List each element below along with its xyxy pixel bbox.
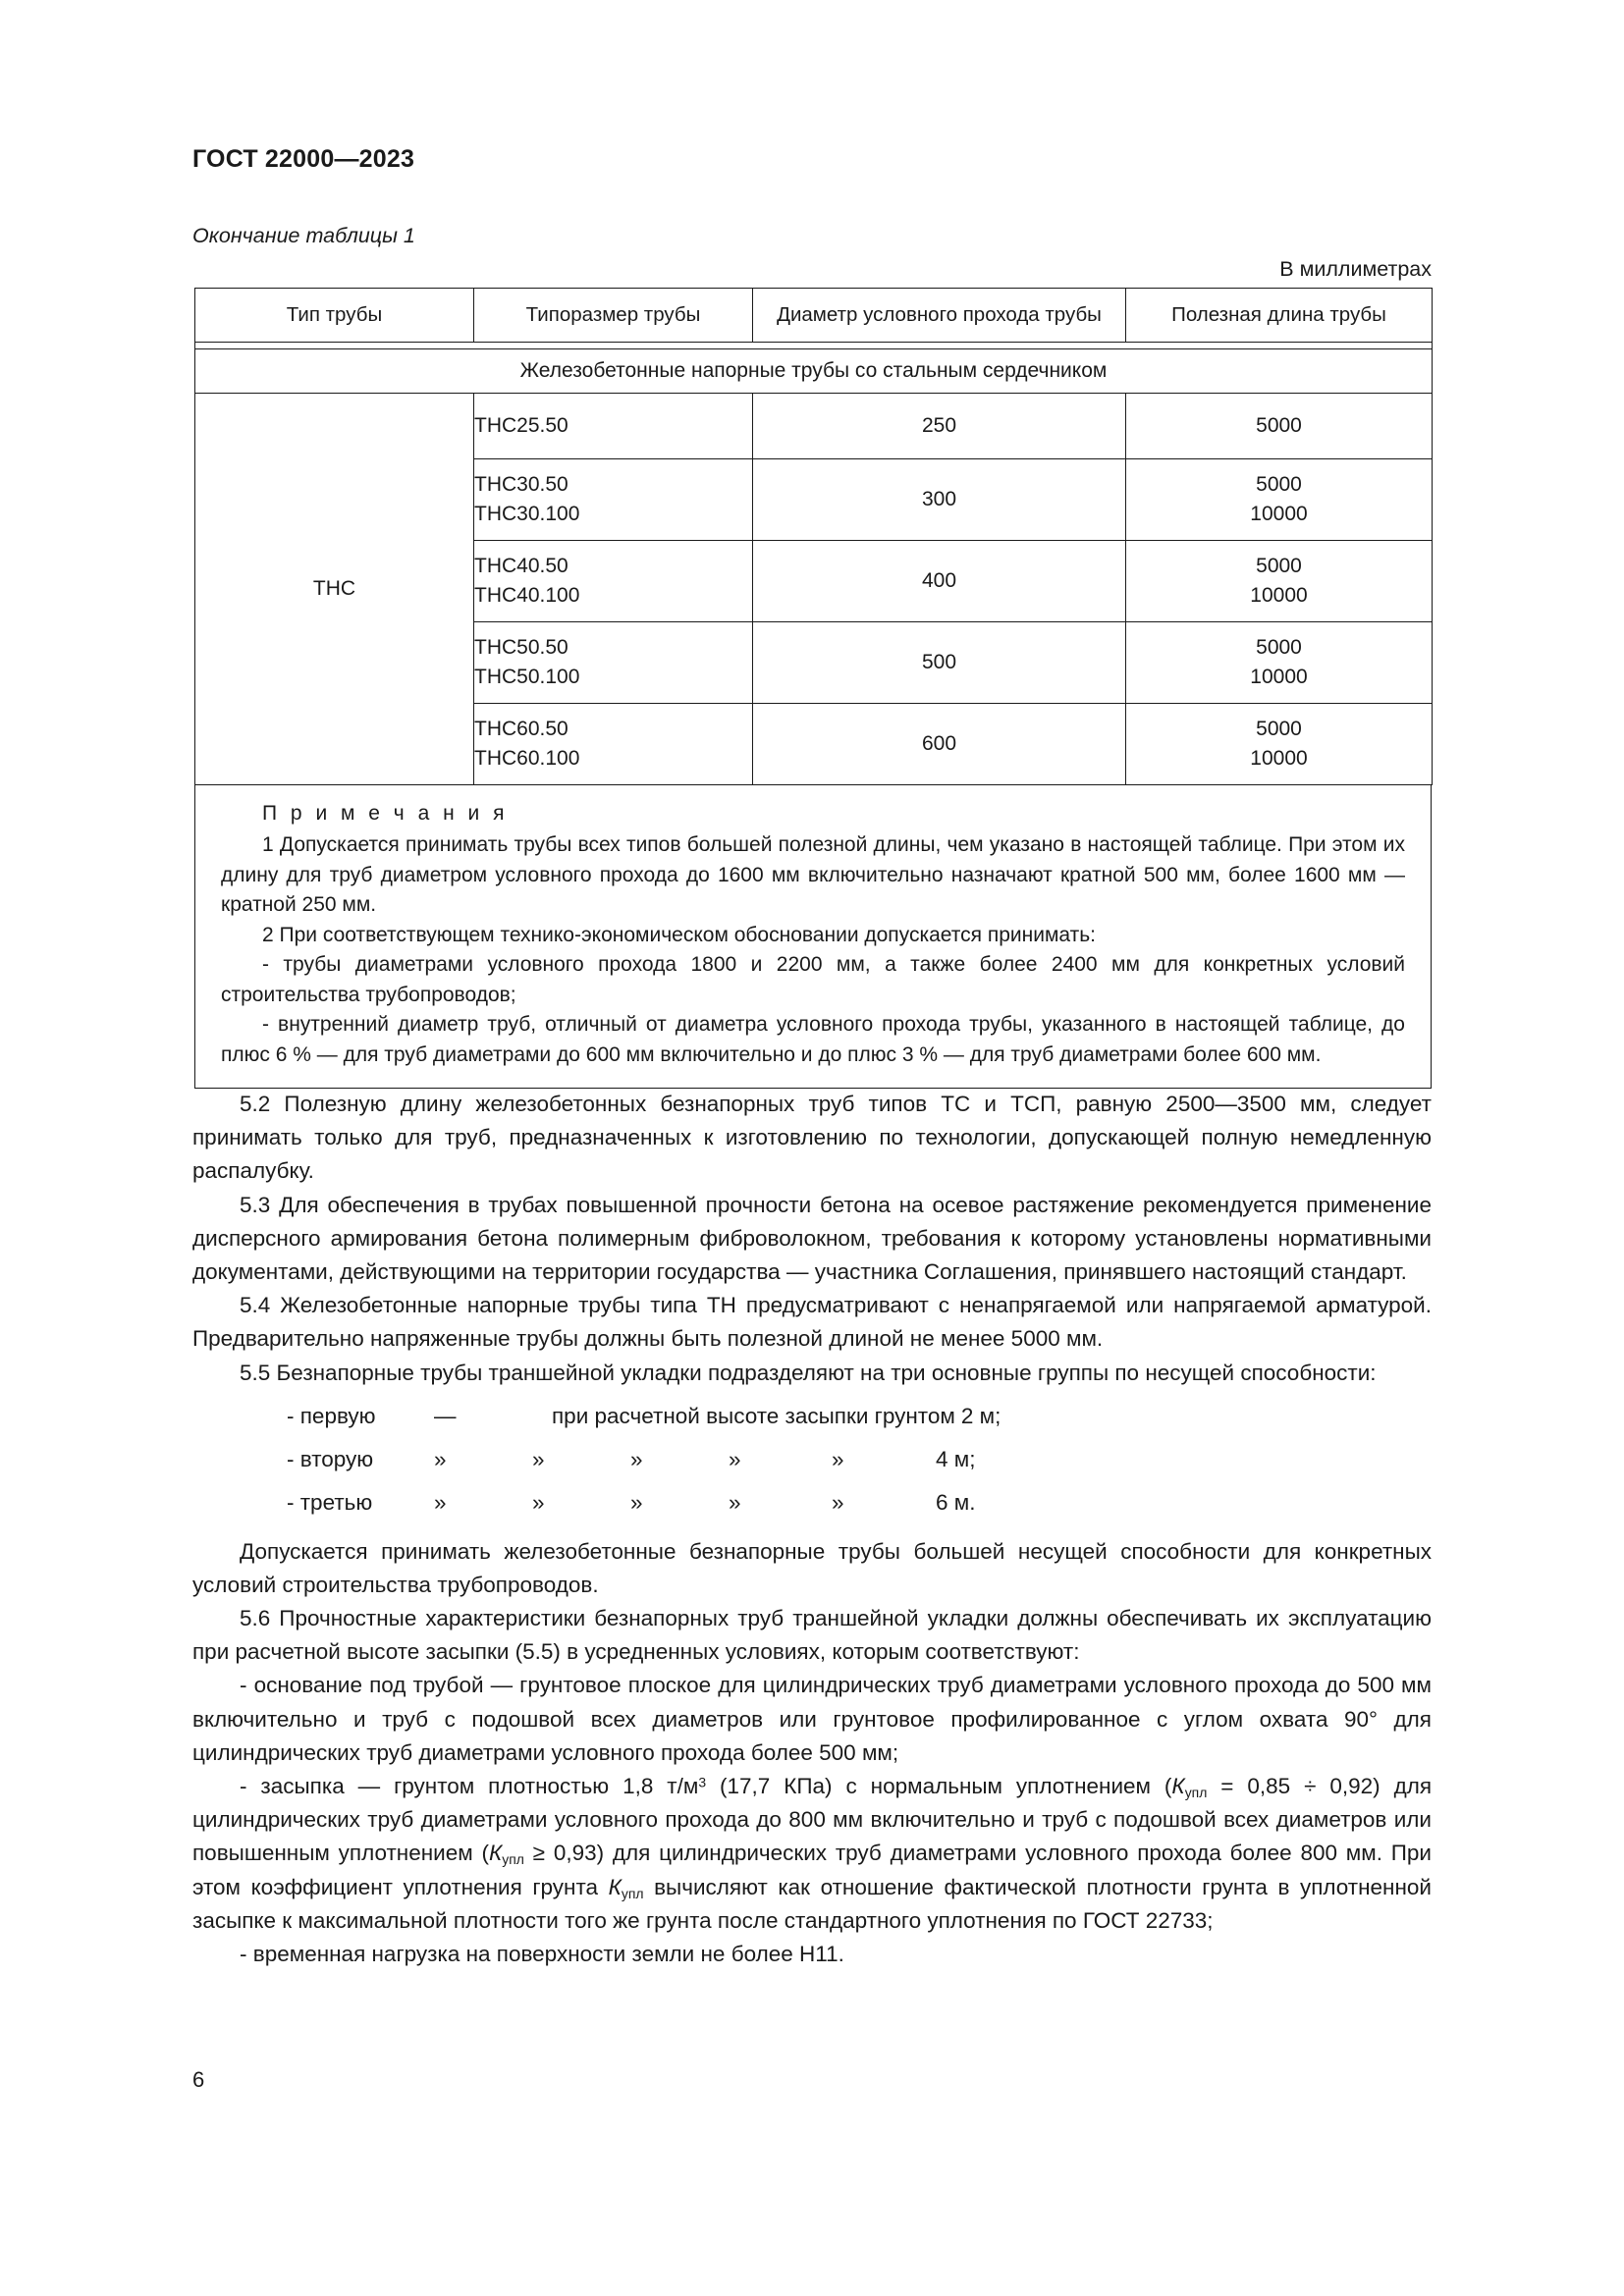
column-header-type: Тип трубы xyxy=(195,289,474,343)
item-foundation: - основание под трубой — грунтовое плоское для цилиндрических труб диаметрами условного прохода до 500 мм включительно и труб с подошвой всех диаметров или грунтовое профилированное с углом охвата 90° для цилиндрических труб диаметрами условного прохода более 500 мм; xyxy=(192,1673,1432,1765)
table-caption: Окончание таблицы 1 xyxy=(192,224,415,247)
clause-5-4: 5.4 Железобетонные напорные трубы типа ТН предусматривают с ненапрягаемой или напрягаемой арматурой. Предварительно напряженные трубы должны быть полезной длиной не менее 5000 мм. xyxy=(192,1293,1432,1352)
item-temporary-load: - временная нагрузка на поверхности земли не более Н11. xyxy=(240,1941,844,1966)
clause-5-5: 5.5 Безнапорные трубы траншейной укладки подразделяют на три основные группы по несущей способности: xyxy=(240,1360,1377,1385)
group-label: - вторую xyxy=(287,1446,374,1471)
ditto-mark: » xyxy=(832,1446,844,1471)
group-value: 2 м; xyxy=(960,1403,1001,1428)
group-value: 4 м; xyxy=(936,1446,976,1471)
group-label: - третью xyxy=(287,1489,373,1515)
cell-size: ТНС50.50 ТНС50.100 xyxy=(474,622,753,704)
column-header-size: Типоразмер трубы xyxy=(474,289,753,343)
cell-length: 5000 xyxy=(1126,394,1433,459)
group-dash: — xyxy=(434,1403,457,1428)
backfill-part-4: ≥ 0,93) для цилиндрических труб диаметрами условного прохода более 800 мм. При этом коэффициент уплотнения грунта xyxy=(192,1841,1432,1899)
cell-diameter: 400 xyxy=(753,541,1126,622)
backfill-part-1: - засыпка — грунтом плотностью 1,8 т/м xyxy=(240,1774,699,1798)
ditto-mark: » xyxy=(532,1489,545,1515)
pipe-specification-table xyxy=(194,288,1433,785)
cell-diameter: 300 xyxy=(753,459,1126,541)
table-1-container xyxy=(194,288,1432,1089)
notes-title: П р и м е ч а н и я xyxy=(262,802,509,825)
page-title: ГОСТ 22000—2023 xyxy=(192,145,415,173)
k-subscript: упл xyxy=(1184,1784,1208,1800)
ditto-mark: » xyxy=(729,1489,741,1515)
cell-length: 5000 10000 xyxy=(1126,622,1433,704)
clause-5-2: 5.2 Полезную длину железобетонных безнапорных труб типов ТС и ТСП, равную 2500—3500 мм, следует принимать только для труб, предназначенных к изготовлению по технологии, допускающей полную немедленную распалубку. xyxy=(192,1092,1432,1184)
group-value: 6 м. xyxy=(936,1489,976,1515)
cell-size: ТНС30.50 ТНС30.100 xyxy=(474,459,753,541)
cell-length: 5000 10000 xyxy=(1126,704,1433,785)
cell-type: ТНС xyxy=(195,394,474,785)
ditto-mark: » xyxy=(434,1446,447,1471)
k-subscript: упл xyxy=(502,1851,524,1868)
note-1: 1 Допускается принимать трубы всех типов большей полезной длины, чем указано в настоящей таблице. При этом их длину для труб диаметром условного прохода до 1600 мм включительно назначают кратной 500 мм, более 1600 мм — кратной 250 мм. xyxy=(221,833,1405,917)
item-backfill xyxy=(192,1770,1432,1938)
cell-size: ТНС40.50 ТНС40.100 xyxy=(474,541,753,622)
cubic-meter-superscript: 3 xyxy=(698,1774,707,1790)
cell-length: 5000 10000 xyxy=(1126,459,1433,541)
clause-5-5-continuation: Допускается принимать железобетонные безнапорные трубы большей несущей способности для конкретных условий строительства трубопроводов. xyxy=(192,1538,1432,1597)
cell-diameter: 600 xyxy=(753,704,1126,785)
table-units-note: В миллиметрах xyxy=(1279,257,1432,281)
ditto-mark: » xyxy=(832,1489,844,1515)
note-2-item-2: - внутренний диаметр труб, отличный от диаметра условного прохода трубы, указанного в настоящей таблице, до плюс 6 % — для труб диаметрами до 600 мм включительно и до плюс 3 % — для труб диаметрами более 600 мм. xyxy=(221,1013,1405,1066)
ditto-mark: » xyxy=(729,1446,741,1471)
clause-5-3: 5.3 Для обеспечения в трубах повышенной прочности бетона на осевое растяжение рекомендуется применение дисперсного армирования бетона полимерным фиброволокном, требования к которому установлены нормативными документами, действующими на территории государства — участника Соглашения, принявшего настоящий стандарт. xyxy=(192,1192,1432,1284)
section-title: Железобетонные напорные трубы со стальным сердечником xyxy=(195,349,1433,394)
note-2-item-1: - трубы диаметрами условного прохода 1800 и 2200 мм, а также более 2400 мм для конкретных условий строительства трубопроводов; xyxy=(221,953,1405,1006)
ditto-mark: » xyxy=(630,1446,643,1471)
backfill-part-2: (17,7 КПа) с нормальным уплотнением ( xyxy=(706,1774,1172,1798)
column-header-length: Полезная длина трубы xyxy=(1126,289,1433,343)
backfill-part-3: = 0,85 ÷ 0,92) для цилиндрических труб диаметрами условного прохода до 800 мм включительно и труб с подошвой всех диаметров или повышенным уплотнением ( xyxy=(192,1774,1433,1866)
cell-length: 5000 10000 xyxy=(1126,541,1433,622)
list-item xyxy=(192,1400,1432,1443)
bearing-capacity-group-list xyxy=(192,1400,1432,1529)
list-item xyxy=(192,1443,1432,1486)
cell-diameter: 250 xyxy=(753,394,1126,459)
table-notes xyxy=(194,785,1432,1089)
table-header-double-rule xyxy=(195,343,1433,349)
k-symbol: К xyxy=(608,1874,622,1899)
cell-size: ТНС60.50 ТНС60.100 xyxy=(474,704,753,785)
cell-size: ТНС25.50 xyxy=(474,394,753,459)
ditto-mark: » xyxy=(434,1489,447,1515)
k-subscript: упл xyxy=(621,1885,644,1901)
group-text: при расчетной высоте засыпки грунтом xyxy=(552,1403,955,1428)
page-number: 6 xyxy=(192,2067,205,2092)
table-row xyxy=(195,394,1433,459)
body-text xyxy=(192,1088,1432,1971)
ditto-mark: » xyxy=(630,1489,643,1515)
clause-5-6: 5.6 Прочностные характеристики безнапорных труб траншейной укладки должны обеспечивать их эксплуатацию при расчетной высоте засыпки (5.5) в усредненных условиях, которым соответствуют: xyxy=(192,1606,1432,1665)
list-item xyxy=(192,1486,1432,1529)
table-header-row xyxy=(195,289,1433,343)
ditto-mark: » xyxy=(532,1446,545,1471)
note-2: 2 При соответствующем технико-экономическом обосновании допускается принимать: xyxy=(262,923,1097,946)
group-label: - первую xyxy=(287,1403,376,1428)
cell-diameter: 500 xyxy=(753,622,1126,704)
table-section-row xyxy=(195,349,1433,394)
backfill-part-5: вычисляют как отношение фактической плотности грунта в уплотненной засыпке к максимальной плотности того же грунта после стандартного уплотнения по ГОСТ 22733; xyxy=(192,1874,1432,1933)
k-symbol: К xyxy=(489,1841,503,1866)
column-header-diameter: Диаметр условного прохода трубы xyxy=(753,289,1126,343)
k-symbol: К xyxy=(1171,1774,1185,1798)
